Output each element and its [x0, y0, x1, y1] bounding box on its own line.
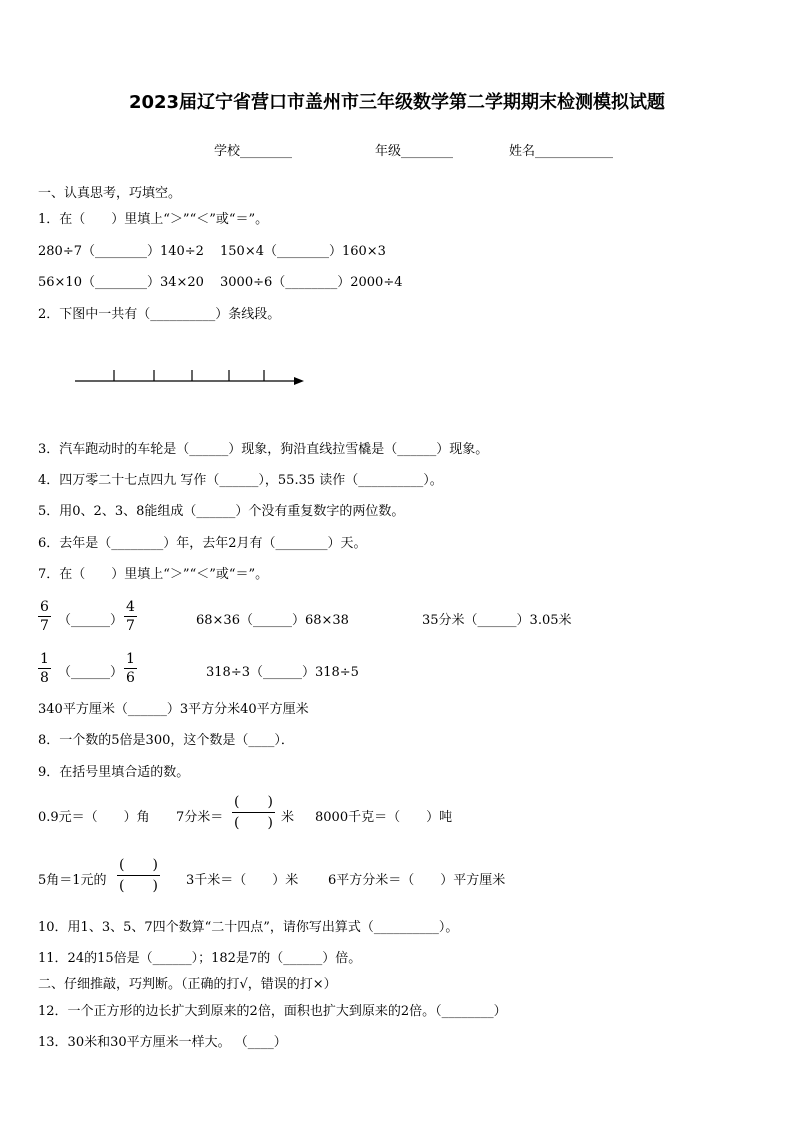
question-8: 8．一个数的5倍是300，这个数是（____）．	[38, 733, 294, 748]
fraction-6-7	[38, 598, 51, 635]
fraction-denominator: ( )	[119, 878, 158, 894]
line-segment-figure	[74, 366, 306, 386]
fraction-denominator: 7	[126, 618, 135, 634]
question-9-stem: 9．在括号里填合适的数。	[38, 765, 190, 780]
question-9-item-jiao-label: 5角＝1元的	[38, 873, 107, 888]
question-6: 6．去年是（________）年，去年2月有（________）天。	[38, 536, 367, 551]
compare-blank: （______）	[58, 613, 124, 628]
fraction-denominator: ( )	[234, 815, 273, 831]
question-13: 13．30米和30平方厘米一样大。 （____）	[38, 1035, 287, 1050]
question-11: 11．24的15倍是（______）；182是7的（______）倍。	[38, 951, 362, 966]
fraction-numerator: 4	[126, 599, 135, 615]
question-7-item-product: 68×36（______）68×38	[196, 613, 349, 628]
question-7-item-quotient: 318÷3（______）318÷5	[206, 665, 359, 680]
question-5: 5．用0、2、3、8能组成（______）个没有重复数字的两位数。	[38, 504, 405, 519]
question-3: 3．汽车跑动时的车轮是（______）现象，狗沿直线拉雪橇是（______）现象。	[38, 442, 489, 457]
question-1-item-b: 150×4（________）160×3	[220, 244, 386, 259]
question-10: 10．用1、3、5、7四个数算“二十四点”，请你写出算式（__________）。	[38, 920, 459, 935]
question-7-item-area: 340平方厘米（______）3平方分米40平方厘米	[38, 702, 309, 717]
unit-meter: 米	[281, 810, 295, 825]
fraction-numerator: 6	[40, 599, 49, 615]
blank-fraction-jiao	[117, 855, 160, 896]
section-2-heading: 二、仔细推敲，巧判断。（正确的打√，错误的打×）	[38, 977, 337, 992]
fraction-numerator: ( )	[232, 792, 275, 813]
school-field: 学校________	[214, 144, 293, 159]
fraction-denominator: 8	[40, 670, 49, 686]
question-9-item-yuan: 0.9元＝（ ）角	[38, 810, 150, 825]
question-9-item-decimeter-label: 7分米＝	[176, 810, 224, 825]
question-7-stem: 7．在（ ）里填上“＞”“＜”或“＝”。	[38, 567, 269, 582]
question-1-stem: 1．在（ ）里填上“＞”“＜”或“＝”。	[38, 212, 269, 227]
fraction-denominator: 7	[40, 618, 49, 634]
question-9-item-square-decimeter: 6平方分米＝（ ）平方厘米	[328, 873, 506, 888]
fraction-1-6	[124, 650, 137, 687]
question-2-stem: 2．下图中一共有（__________）条线段。	[38, 307, 281, 322]
name-field: 姓名____________	[509, 144, 614, 159]
question-9-item-kilometer: 3千米＝（ ）米	[186, 873, 299, 888]
question-7-item-length: 35分米（______）3.05米	[422, 613, 572, 628]
arrow-head-icon	[294, 377, 304, 385]
fraction-numerator: ( )	[117, 855, 160, 876]
question-1-item-c: 56×10（________）34×20	[38, 275, 204, 290]
fraction-1-8	[38, 650, 51, 687]
question-1-item-d: 3000÷6（________）2000÷4	[220, 275, 403, 290]
question-1-item-a: 280÷7（________）140÷2	[38, 244, 204, 259]
section-1-heading: 一、认真思考，巧填空。	[38, 186, 182, 201]
question-12: 12．一个正方形的边长扩大到原来的2倍，面积也扩大到原来的2倍。（________）	[38, 1004, 507, 1019]
compare-blank: （______）	[58, 665, 124, 680]
page-title: 2023届辽宁省营口市盖州市三年级数学第二学期期末检测模拟试题	[128, 92, 666, 113]
blank-fraction-decimeter	[232, 792, 275, 833]
fraction-numerator: 1	[40, 651, 49, 667]
question-4: 4．四万零二十七点四九 写作（______），55.35 读作（__________）。	[38, 473, 443, 488]
fraction-denominator: 6	[126, 670, 135, 686]
question-9-item-kilogram: 8000千克＝（ ）吨	[315, 810, 453, 825]
fraction-4-7	[124, 598, 137, 635]
fraction-numerator: 1	[126, 651, 135, 667]
grade-field: 年级________	[375, 144, 454, 159]
